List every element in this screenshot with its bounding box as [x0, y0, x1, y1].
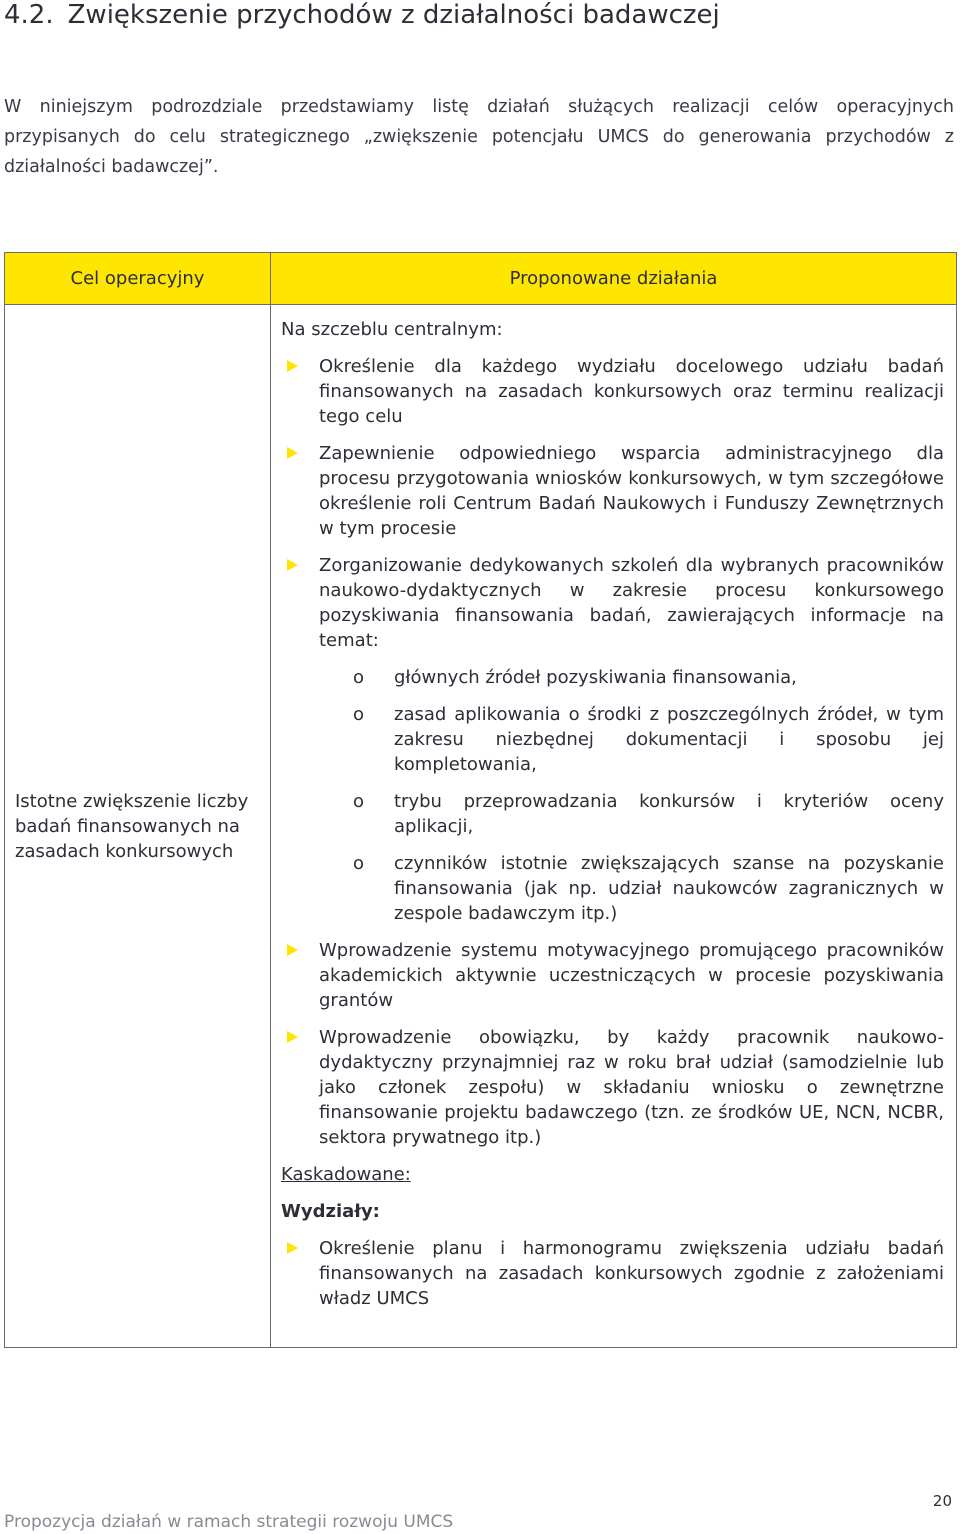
header-proposed-actions: Proponowane działania	[271, 253, 957, 305]
goal-cell	[5, 305, 271, 1348]
list-item: Wprowadzenie obowiązku, by każdy pracownik naukowo-dydaktyczny przynajmniej raz w roku brał udział (samodzielnie lub jako członek zespołu) w składaniu wniosku o zewnętrzne finansowanie projektu badawczego (tzn. ze środków UE, NCN, NCBR, sektora prywatnego itp.)	[281, 1025, 944, 1150]
arrow-bullet-icon	[287, 559, 298, 571]
header-operational-goal: Cel operacyjny	[5, 253, 271, 305]
sub-list-item: o zasad aplikowania o środki z poszczególnych źródeł, w tym zakresu niezbędnej dokumentacji i sposobu jej kompletowania,	[353, 704, 944, 775]
intro-paragraph: W niniejszym podrozdziale przedstawiamy listę działań służących realizacji celów operacyjnych przypisanych do celu strategicznego „zwiększenie potencjału UMCS do generowania przychodów z działalności badawczej”.	[4, 97, 954, 177]
arrow-bullet-icon	[287, 447, 298, 459]
actions-table	[4, 252, 957, 1348]
table-row	[5, 305, 957, 1348]
arrow-bullet-icon	[287, 944, 298, 956]
sub-list-item: o czynników istotnie zwiększających szanse na pozyskanie finansowania (jak np. udział naukowców zagranicznych w zespole badawczym itp.)	[353, 853, 944, 924]
circle-bullet-icon: o	[353, 853, 365, 874]
arrow-bullet-icon	[287, 360, 298, 372]
actions-cell	[271, 305, 957, 1348]
table-header-row	[5, 253, 957, 305]
arrow-bullet-icon	[287, 1031, 298, 1043]
operational-goal-text: Istotne zwiększenie liczby badań finansowanych na zasadach konkursowych	[15, 790, 249, 862]
circle-bullet-icon: o	[353, 791, 365, 812]
circle-bullet-icon: o	[353, 667, 365, 688]
list-item: Określenie planu i harmonogramu zwiększenia udziału badań finansowanych na zasadach konkursowych zgodnie z założeniami władz UMCS	[281, 1236, 944, 1311]
sub-list-item: o głównych źródeł pozyskiwania finansowania,	[353, 667, 797, 688]
circle-bullet-icon: o	[353, 704, 365, 725]
central-actions-list	[281, 354, 944, 1150]
sub-list-item: o trybu przeprowadzania konkursów i kryteriów oceny aplikacji,	[353, 791, 944, 837]
section-number: 4.2.	[4, 0, 54, 30]
training-topics-list	[319, 665, 944, 926]
faculties-label: Wydziały:	[281, 1201, 380, 1222]
section-heading	[4, 0, 720, 30]
section-title: Zwiększenie przychodów z działalności badawczej	[67, 0, 720, 30]
list-item: Wprowadzenie systemu motywacyjnego promującego pracowników akademickich aktywnie uczestniczących w procesie pozyskiwania grantów	[281, 938, 944, 1013]
faculty-actions-list	[281, 1236, 944, 1311]
list-item: Zapewnienie odpowiedniego wsparcia administracyjnego dla procesu przygotowania wniosków konkursowych, w tym szczegółowe określenie roli Centrum Badań Naukowych i Funduszy Zewnętrznych w tym procesie	[281, 441, 944, 541]
central-level-label: Na szczeblu centralnym:	[281, 319, 503, 340]
arrow-bullet-icon	[287, 1242, 298, 1254]
cascaded-label: Kaskadowane:	[281, 1164, 411, 1185]
list-item: Określenie dla każdego wydziału docelowego udziału badań finansowanych na zasadach konkursowych oraz terminu realizacji tego celu	[281, 354, 944, 429]
footer-text: Propozycja działań w ramach strategii rozwoju UMCS	[4, 1512, 454, 1532]
list-item: Zorganizowanie dedykowanych szkoleń dla wybranych pracowników naukowo-dydaktycznych w zakresie procesu konkursowego pozyskiwania finansowania badań, zawierających informacje na temat: o głównych źródeł pozyskiwania finansowania, o zasad aplikowania o środki z poszczególnych źródeł, w tym zakresu niezbędnej dokumentacji i sposobu jej kompletowania, o trybu przeprowadzania konkursów i kryteriów oceny aplikacji, o czynników istotnie zwiększających szanse na pozyskanie finansowania (jak np. udział naukowców zagranicznych w zespole badawczym itp.)	[281, 553, 944, 926]
page-number: 20	[932, 1492, 952, 1510]
